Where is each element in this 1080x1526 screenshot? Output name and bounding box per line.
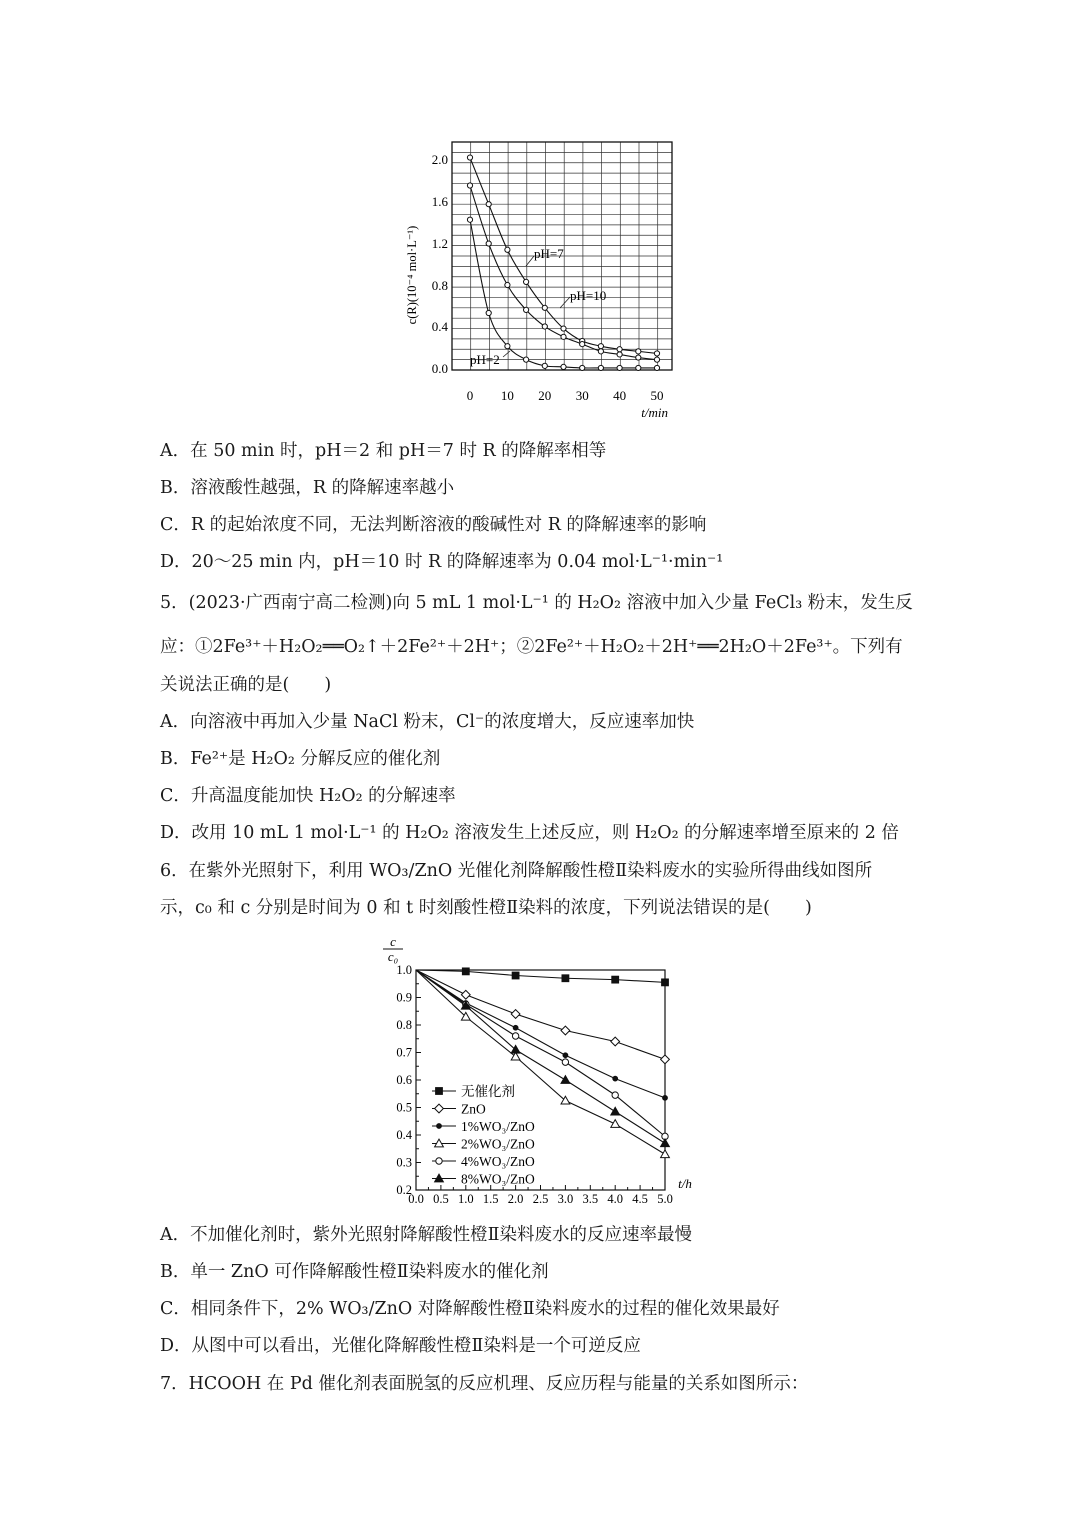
- data-point: [542, 305, 547, 310]
- series-line: [470, 220, 657, 368]
- x-tick-label: 4.0: [607, 1192, 624, 1206]
- marker: [612, 976, 619, 983]
- x-axis-label: t/h: [678, 1176, 692, 1191]
- y-tick-label: 1.6: [431, 194, 448, 209]
- marker: [661, 1139, 670, 1147]
- y-axis-label-denominator: c₀: [387, 949, 399, 964]
- q6-stem-line1: 6．在紫外光照射下，利用 WO₃/ZnO 光催化剂降解酸性橙Ⅱ染料废水的实验所得曲线如图所: [160, 861, 873, 881]
- data-point: [486, 310, 491, 315]
- y-tick-label: 0.5: [396, 1100, 412, 1115]
- x-tick-label: 2.5: [532, 1192, 549, 1206]
- y-tick-label: 0.7: [396, 1045, 412, 1060]
- data-point: [486, 202, 491, 207]
- y-tick-label: 0.4: [396, 1128, 412, 1142]
- legend-label: 4%WO₃/ZnO: [461, 1154, 535, 1169]
- data-point: [617, 347, 622, 352]
- q5-stem-line2: 应：①2Fe³⁺＋H₂O₂══O₂↑＋2Fe²⁺＋2H⁺；②2Fe²⁺＋H₂O₂＋2H⁺══2H₂O＋2Fe³⁺。下列有: [160, 637, 903, 657]
- marker: [462, 968, 469, 975]
- marker: [435, 1104, 444, 1113]
- q5-stem-line3: 关说法正确的是( ): [160, 675, 332, 695]
- marker: [661, 1055, 670, 1064]
- data-point: [617, 365, 622, 370]
- x-axis-label: t/min: [641, 405, 668, 420]
- q4-option-c: C．R 的起始浓度不同，无法判断溶液的酸碱性对 R 的降解速率的影响: [160, 515, 707, 535]
- q4-option-d: D．20～25 min 内，pH＝10 时 R 的降解速率为 0.04 mol·L⁻¹·min⁻¹: [160, 552, 724, 572]
- marker: [512, 1033, 518, 1039]
- y-axis-label: c(R)(10⁻⁴ mol·L⁻¹): [405, 225, 419, 325]
- y-tick-label: 0.6: [396, 1073, 412, 1087]
- x-tick-label: 0.0: [408, 1192, 424, 1206]
- data-point: [654, 351, 659, 356]
- y-tick-label: 1.0: [396, 963, 412, 977]
- data-point: [542, 324, 547, 329]
- data-point: [467, 183, 472, 188]
- data-point: [654, 357, 659, 362]
- chart1-series: [467, 155, 659, 371]
- x-tick-label: 30: [575, 388, 589, 403]
- marker: [613, 1076, 618, 1081]
- marker: [611, 1107, 620, 1115]
- q5-option-d: D．改用 10 mL 1 mol·L⁻¹ 的 H₂O₂ 溶液发生上述反应，则 H₂O₂ 的分解速率增至原来的 2 倍: [160, 823, 899, 843]
- legend-label: 8%WO₃/ZnO: [461, 1171, 535, 1187]
- x-tick-label: 1.5: [482, 1192, 499, 1206]
- data-point: [524, 307, 529, 312]
- y-tick-label: 0.4: [431, 319, 448, 334]
- y-tick-label: 1.2: [431, 236, 448, 251]
- data-point: [580, 341, 585, 346]
- q5-option-b: B．Fe²⁺是 H₂O₂ 分解反应的催化剂: [160, 749, 441, 769]
- marker: [436, 1088, 443, 1095]
- concentration-vs-time-chart: [400, 130, 690, 430]
- marker: [513, 1025, 518, 1030]
- data-point: [617, 352, 622, 357]
- marker: [611, 1037, 620, 1046]
- marker: [562, 1059, 568, 1065]
- marker: [562, 975, 569, 982]
- series-label-ph7: pH=7: [534, 246, 564, 261]
- data-point: [505, 344, 510, 349]
- x-tick-label: 10: [500, 388, 514, 403]
- series-label-leaders: [503, 256, 570, 357]
- legend-label: ZnO: [461, 1101, 486, 1117]
- data-point: [561, 334, 566, 339]
- marker: [663, 1095, 668, 1100]
- data-point: [542, 363, 547, 368]
- chart1-ticks: [405, 152, 668, 420]
- series-line: [416, 970, 665, 1154]
- marker: [563, 1053, 568, 1058]
- data-point: [561, 326, 566, 331]
- x-tick-label: 3.5: [582, 1192, 599, 1206]
- q4-option-b: B．溶液酸性越强，R 的降解速率越小: [160, 478, 455, 498]
- y-axis-label-numerator: c: [390, 934, 396, 949]
- q5-option-c: C．升高温度能加快 H₂O₂ 的分解速率: [160, 786, 456, 806]
- marker: [561, 1076, 570, 1084]
- q6-option-c: C．相同条件下，2% WO₃/ZnO 对降解酸性橙Ⅱ染料废水的过程的催化效果最好: [160, 1299, 780, 1319]
- q4-option-a: A．在 50 min 时，pH＝2 和 pH＝7 时 R 的降解率相等: [160, 441, 607, 461]
- marker: [561, 1026, 570, 1035]
- x-tick-label: 50: [650, 388, 664, 403]
- q5-option-a: A．向溶液中再加入少量 NaCl 粉末，Cl⁻的浓度增大，反应速率加快: [160, 712, 695, 732]
- chart2-frame: [416, 970, 665, 1190]
- x-tick-label: 3.0: [557, 1192, 574, 1206]
- x-tick-label: 5.0: [657, 1192, 673, 1206]
- marker: [662, 979, 669, 986]
- marker: [461, 990, 470, 999]
- data-point: [654, 365, 659, 370]
- chart2-labels: [383, 934, 692, 1206]
- data-point: [598, 365, 603, 370]
- y-tick-label: 0.0: [431, 361, 448, 376]
- x-tick-label: 1.0: [457, 1192, 474, 1206]
- plot-frame: [416, 970, 665, 1190]
- y-tick-label: 0.9: [396, 990, 412, 1005]
- series-line: [416, 970, 665, 1059]
- legend-label: 无催化剂: [461, 1084, 515, 1099]
- series-line: [470, 186, 657, 360]
- marker: [612, 1092, 618, 1098]
- data-point: [524, 279, 529, 284]
- data-point: [636, 349, 641, 354]
- q6-option-a: A．不加催化剂时，紫外光照射降解酸性橙Ⅱ染料废水的反应速率最慢: [160, 1225, 693, 1245]
- legend-label: 2%WO₃/ZnO: [461, 1136, 535, 1152]
- marker: [511, 1010, 520, 1019]
- q6-option-b: B．单一 ZnO 可作降解酸性橙Ⅱ染料废水的催化剂: [160, 1262, 549, 1282]
- q7-stem-line1: 7．HCOOH 在 Pd 催化剂表面脱氢的反应机理、反应历程与能量的关系如图所示：: [160, 1374, 809, 1394]
- x-tick-label: 2.0: [507, 1192, 524, 1206]
- data-point: [486, 241, 491, 246]
- data-point: [636, 365, 641, 370]
- y-tick-label: 0.3: [396, 1155, 412, 1170]
- marker: [512, 972, 519, 979]
- q6-stem-line2: 示，c₀ 和 c 分别是时间为 0 和 t 时刻酸性橙Ⅱ染料的浓度，下列说法错误的是( ): [160, 898, 812, 918]
- degradation-ratio-chart: [375, 928, 705, 1213]
- series-label-ph2: pH=2: [470, 352, 500, 367]
- marker: [661, 1150, 670, 1158]
- x-tick-label: 0: [466, 388, 474, 403]
- marker: [437, 1124, 442, 1129]
- q6-option-d: D．从图中可以看出，光催化降解酸性橙Ⅱ染料是一个可逆反应: [160, 1336, 641, 1356]
- data-point: [505, 282, 510, 287]
- data-point: [561, 364, 566, 369]
- x-tick-label: 40: [613, 388, 627, 403]
- data-point: [505, 247, 510, 252]
- data-point: [467, 217, 472, 222]
- marker: [611, 1120, 620, 1128]
- legend-label: 1%WO₃/ZnO: [461, 1119, 535, 1134]
- chart2-legend: [432, 1083, 535, 1187]
- x-tick-label: 0.5: [433, 1192, 449, 1206]
- chart2-series: [416, 968, 669, 1158]
- series-label-ph10: pH=10: [570, 288, 607, 303]
- y-tick-label: 0.2: [396, 1183, 412, 1197]
- marker: [436, 1158, 442, 1164]
- data-point: [524, 357, 529, 362]
- data-point: [598, 344, 603, 349]
- data-point: [580, 365, 585, 370]
- data-point: [467, 155, 472, 160]
- y-tick-label: 0.8: [396, 1018, 412, 1032]
- x-tick-label: 4.5: [632, 1192, 648, 1206]
- data-point: [598, 349, 603, 354]
- x-tick-label: 20: [538, 388, 552, 403]
- data-point: [636, 355, 641, 360]
- q5-stem-line1: 5．(2023·广西南宁高二检测)向 5 mL 1 mol·L⁻¹ 的 H₂O₂ 溶液中加入少量 FeCl₃ 粉末，发生反: [160, 593, 913, 613]
- y-tick-label: 0.8: [431, 278, 448, 293]
- series-line: [416, 970, 665, 982]
- y-tick-label: 2.0: [431, 152, 448, 167]
